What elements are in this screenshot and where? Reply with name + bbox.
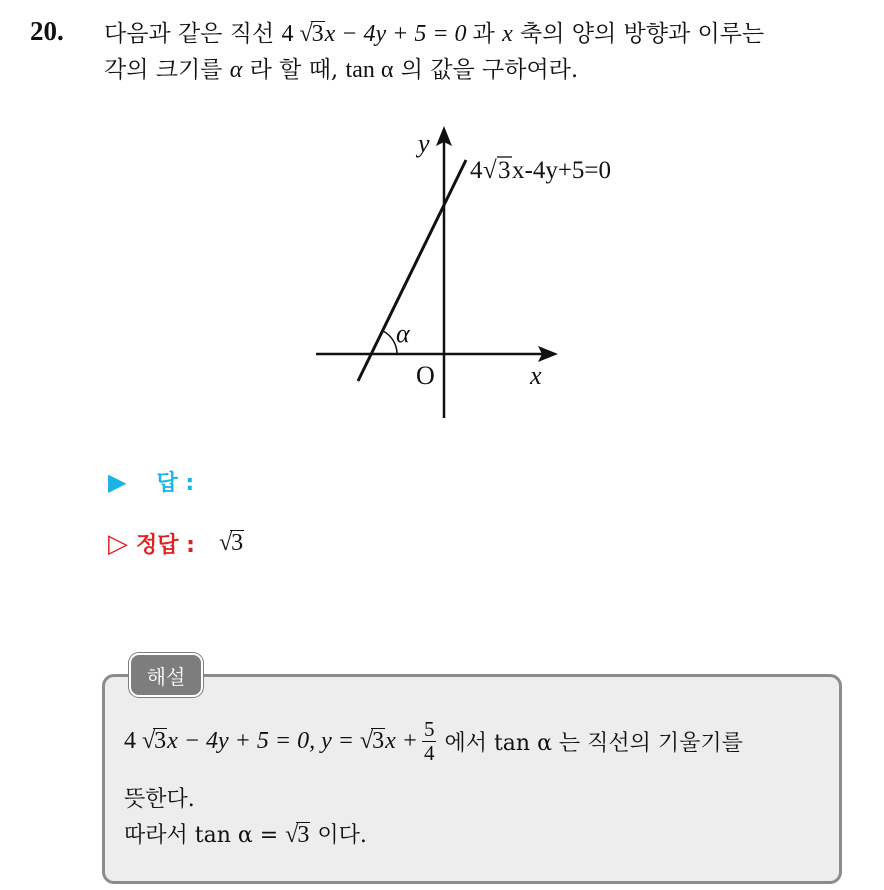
sol-radicand-1: 3: [154, 728, 167, 755]
sol-coef: 4: [124, 728, 136, 755]
outline-play-icon: ▷: [108, 528, 128, 559]
angle-label: α: [396, 319, 410, 348]
sol-radicand-3: 3: [297, 822, 310, 848]
question-text-2a: 각의 크기를: [104, 57, 223, 83]
correct-answer-value: [219, 530, 244, 557]
fraction-numerator: 5: [423, 717, 435, 741]
fraction-denominator: 4: [423, 741, 435, 766]
question-text: [104, 16, 874, 88]
sqrt-symbol: √3: [299, 21, 324, 47]
var-x: x: [502, 21, 513, 47]
eq-coefficient: 4: [281, 21, 294, 47]
play-icon: ▶: [108, 467, 127, 496]
line-label-sqrt: √: [483, 157, 497, 184]
line-label-rest: x-4y+5=0: [512, 157, 612, 184]
question-text-1b: 과: [472, 21, 495, 47]
correct-answer-row: [108, 528, 244, 559]
sol-text-3a: 따라서 tan α =: [124, 823, 279, 848]
eq-radicand: 3: [311, 21, 324, 47]
y-axis-label: y: [418, 129, 430, 158]
solution-tab: 해설: [129, 653, 203, 697]
fraction: [422, 718, 437, 765]
sqrt-symbol: √3: [359, 728, 385, 755]
origin-label: O: [416, 361, 435, 390]
question-text-1a: 다음과 같은 직선: [104, 21, 275, 47]
x-axis-label: x: [530, 361, 542, 390]
answer-label: 답 :: [156, 471, 195, 496]
sqrt-symbol: √3: [218, 530, 244, 556]
solution-line-1: [124, 718, 743, 765]
correct-answer-label: 정답 :: [136, 533, 195, 558]
question-text-1c: 축의 양의 방향과 이루는: [520, 21, 765, 47]
sol-eq-3: [285, 822, 310, 848]
eq-rest: x − 4y + 5 = 0: [324, 21, 467, 47]
correct-radicand: 3: [231, 530, 244, 556]
sol-text-3b: 이다.: [317, 823, 367, 848]
sqrt-symbol: √3: [142, 728, 167, 755]
sol-text-1: 에서 tan α 는 직선의 기울기를: [444, 731, 743, 757]
line-label-coef: 4: [470, 157, 483, 184]
solution-box: [102, 674, 842, 884]
solution-line-3: [124, 818, 367, 849]
sol-eq-1: [124, 728, 418, 755]
answer-row: [108, 466, 194, 497]
question-number: 20.: [30, 16, 64, 46]
question-text-2c: 의 값을 구하여라.: [400, 57, 579, 83]
graph-line: [358, 160, 466, 381]
sol-eq-x: x +: [385, 728, 418, 755]
sqrt-symbol: √3: [285, 822, 310, 848]
sol-radicand-2: 3: [372, 728, 385, 755]
tan-alpha: tan α: [345, 57, 394, 83]
equation: [281, 21, 472, 47]
alpha-symbol: α: [229, 57, 243, 83]
sol-eq-rest: x − 4y + 5 = 0, y =: [167, 728, 354, 755]
angle-arc: [383, 331, 397, 354]
solution-line-2: 뜻한다.: [124, 787, 195, 812]
line-label-rad: 3: [498, 157, 511, 184]
coordinate-graph: [300, 120, 612, 420]
question-text-2b: 라 할 때,: [249, 57, 339, 83]
